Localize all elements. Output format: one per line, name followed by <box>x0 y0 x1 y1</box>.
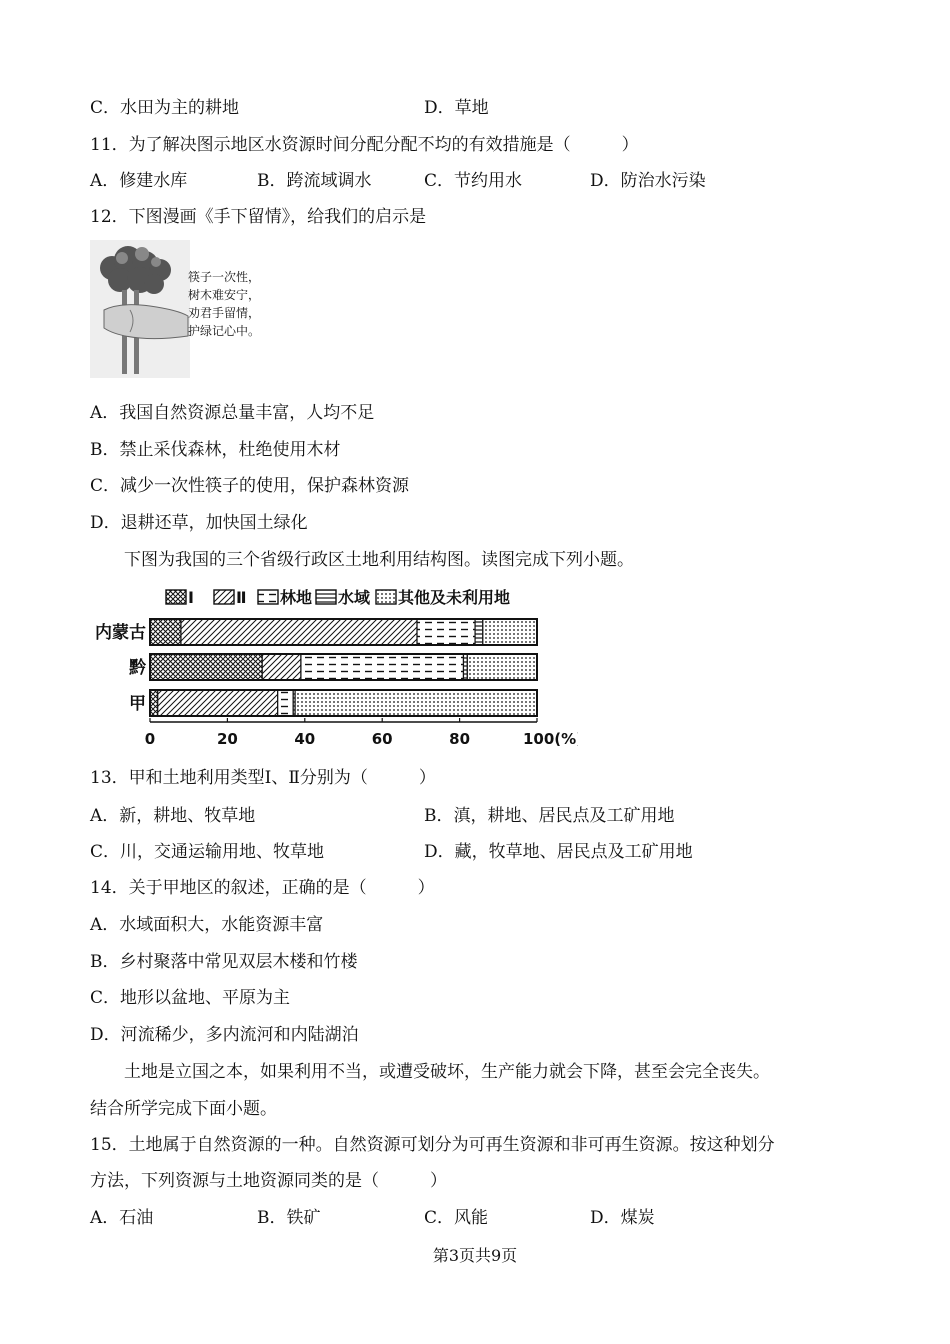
bar-segment <box>301 654 464 680</box>
q12-option-a: A．我国自然资源总量丰富，人均不足 <box>90 403 375 423</box>
legend-label: 其他及未利用地 <box>398 588 511 607</box>
bar-segment <box>150 619 181 645</box>
q12-option-d: D．退耕还草，加快国土绿化 <box>90 513 308 533</box>
legend-label: 林地 <box>280 588 313 607</box>
q11-stem: 11．为了解决图示地区水资源时间分配分配不均的有效措施是（ ） <box>90 135 639 155</box>
chart-legend <box>166 588 510 607</box>
q15-option-d: D．煤炭 <box>590 1208 655 1228</box>
bar-segment <box>150 690 158 716</box>
bar-segment <box>295 690 537 716</box>
land-use-chart-svg <box>88 584 578 754</box>
q12-stem: 12．下图漫画《手下留情》，给我们的启示是 <box>90 207 427 227</box>
q13-option-c: C．川，交通运输用地、牧草地 <box>90 842 325 862</box>
page-footer: 第3页共9页 <box>432 1246 518 1265</box>
x-tick-label: 0 <box>144 730 156 748</box>
bar-segment <box>278 690 293 716</box>
x-tick-label: 60 <box>371 730 393 748</box>
q14-option-a: A．水域面积大，水能资源丰富 <box>90 915 324 935</box>
land-use-chart <box>88 584 578 754</box>
chart-categories <box>95 622 147 714</box>
q15-option-c: C．风能 <box>424 1208 489 1228</box>
q10-option-d: D．草地 <box>424 98 489 118</box>
legend-label: 水域 <box>338 588 371 607</box>
q11-option-a: A．修建水库 <box>90 171 188 191</box>
bar-segment <box>483 619 537 645</box>
q14-stem: 14．关于甲地区的叙述，正确的是（ ） <box>90 878 435 898</box>
legend-label: Ⅰ <box>188 588 194 607</box>
q11-option-d: D．防治水污染 <box>590 171 706 191</box>
q12-option-c: C．减少一次性筷子的使用，保护森林资源 <box>90 476 410 496</box>
q13-option-d: D．藏，牧草地、居民点及工矿用地 <box>424 842 693 862</box>
q12-option-b: B．禁止采伐森林，杜绝使用木材 <box>90 440 341 460</box>
q15-stem-line1: 15．土地属于自然资源的一种。自然资源可划分为可再生资源和非可再生资源。按这种划分 <box>90 1135 775 1155</box>
q14-option-c: C．地形以盆地、平原为主 <box>90 988 291 1008</box>
chart-bars <box>150 619 537 716</box>
bar-segment <box>262 654 301 680</box>
comic-line: 劝君手留情， <box>188 306 261 320</box>
bar-segment <box>475 619 483 645</box>
q14-option-b: B．乡村聚落中常见双层木楼和竹楼 <box>90 952 358 972</box>
intro-15-line1: 土地是立国之本，如果利用不当，或遭受破坏，生产能力就会下降，甚至会完全丧失。 <box>124 1062 770 1082</box>
q13-option-b: B．滇，耕地、居民点及工矿用地 <box>424 806 675 826</box>
legend-label: Ⅱ <box>236 588 247 607</box>
q13-option-a: A．新，耕地、牧草地 <box>90 806 256 826</box>
x-tick-label: 80 <box>449 730 471 748</box>
q13-stem: 13．甲和土地利用类型Ⅰ、Ⅱ分别为（ ） <box>90 768 436 788</box>
q10-option-c: C．水田为主的耕地 <box>90 98 240 118</box>
intro-15-line2: 结合所学完成下面小题。 <box>90 1099 277 1119</box>
comic-line: 树木难安宁， <box>188 288 261 302</box>
intro-13-14: 下图为我国的三个省级行政区土地利用结构图。读图完成下列小题。 <box>124 550 634 570</box>
q11-option-b: B．跨流域调水 <box>257 171 372 191</box>
comic-line: 护绿记心中。 <box>188 324 261 338</box>
x-tick-label: 40 <box>294 730 316 748</box>
category-label: 甲 <box>129 694 146 714</box>
bar-segment <box>417 619 475 645</box>
bar-segment <box>158 690 278 716</box>
comic-line: 筷子一次性， <box>188 270 261 284</box>
legend-swatch <box>376 590 396 604</box>
legend-swatch <box>258 590 278 604</box>
legend-swatch <box>316 590 336 604</box>
chart-x-axis <box>145 718 578 748</box>
q11-option-c: C．节约用水 <box>424 171 523 191</box>
legend-swatch <box>166 590 186 604</box>
x-tick-label: 20 <box>216 730 238 748</box>
q15-option-a: A．石油 <box>90 1208 154 1228</box>
bar-segment <box>467 654 537 680</box>
q15-option-b: B．铁矿 <box>257 1208 321 1228</box>
x-tick-label: 100(%) <box>523 730 578 748</box>
category-label: 内蒙古 <box>95 623 146 643</box>
category-label: 黔 <box>129 658 146 678</box>
bar-segment <box>150 654 262 680</box>
legend-swatch <box>214 590 234 604</box>
bar-segment <box>181 619 417 645</box>
comic-caption <box>188 268 260 340</box>
q14-option-d: D．河流稀少，多内流河和内陆湖泊 <box>90 1025 359 1045</box>
q15-stem-line2: 方法，下列资源与土地资源同类的是（ ） <box>90 1171 447 1191</box>
